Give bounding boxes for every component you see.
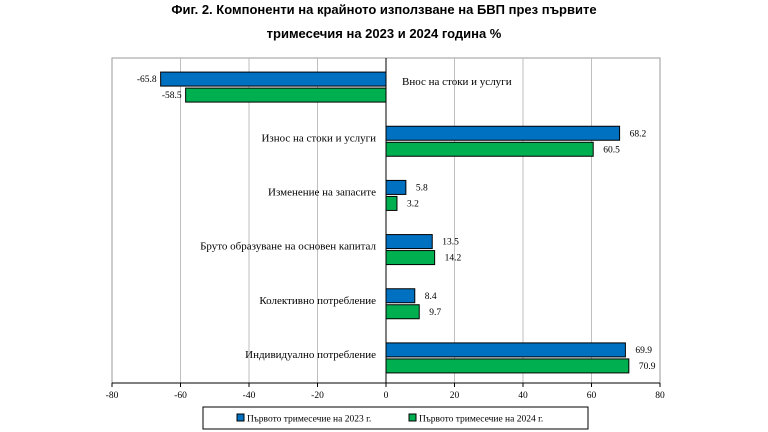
- data-label: 14.2: [444, 253, 462, 264]
- category-label: Изменение на запасите: [268, 186, 376, 199]
- data-label: 68.2: [629, 129, 647, 140]
- bar-series-1: [161, 72, 386, 86]
- category-label: Износ на стоки и услуги: [261, 132, 376, 145]
- legend-swatch: [409, 414, 416, 421]
- x-tick-label: 40: [518, 391, 528, 401]
- category-label: Бруто образуване на основен капитал: [200, 240, 376, 253]
- bar-series-1: [386, 126, 620, 140]
- data-label: 9.7: [429, 307, 442, 318]
- bar-series-2: [386, 305, 419, 319]
- data-label: 3.2: [406, 199, 419, 210]
- bar-series-2: [186, 88, 386, 102]
- x-tick-label: -40: [242, 391, 256, 401]
- bar-series-2: [386, 142, 593, 156]
- bars: [161, 72, 629, 373]
- bar-series-1: [386, 289, 415, 303]
- x-tick-label: 0: [383, 391, 389, 401]
- chart-title-line-2: тримесечия на 2023 и 2024 година %: [266, 26, 502, 41]
- legend-label: Първото тримесечие на 2024 г.: [419, 414, 544, 425]
- data-label: 69.9: [635, 345, 653, 356]
- x-tick-label: -80: [105, 391, 119, 401]
- x-tick-label: -20: [311, 391, 324, 401]
- chart-title-line-1: Фиг. 2. Компоненти на крайното използване на БВП през първите: [171, 2, 597, 17]
- category-label: Индивидуално потребление: [245, 348, 376, 361]
- data-label: 13.5: [442, 237, 459, 248]
- data-label: 60.5: [603, 145, 620, 156]
- legend: [203, 407, 588, 429]
- x-tick-label: 80: [655, 391, 665, 401]
- x-tick-label: 60: [586, 391, 597, 401]
- bar-series-2: [386, 251, 435, 265]
- category-label: Колективно потребление: [259, 294, 376, 307]
- bar-series-1: [386, 343, 625, 357]
- bar-series-2: [386, 359, 629, 373]
- x-tick-label: -60: [174, 391, 187, 401]
- category-label: Внос на стоки и услуги: [402, 76, 512, 89]
- legend-swatch: [237, 414, 244, 421]
- data-label: 70.9: [638, 361, 656, 372]
- data-label: 8.4: [424, 291, 437, 302]
- bar-series-1: [386, 235, 432, 249]
- data-label: -58.5: [161, 91, 182, 102]
- bar-series-2: [386, 196, 397, 210]
- bar-series-1: [386, 180, 406, 194]
- legend-label: Първото тримесечие на 2023 г.: [247, 414, 372, 425]
- data-label: -65.8: [136, 75, 157, 86]
- axes: [112, 58, 660, 387]
- data-label: 5.8: [415, 183, 428, 194]
- x-tick-label: 20: [449, 391, 460, 401]
